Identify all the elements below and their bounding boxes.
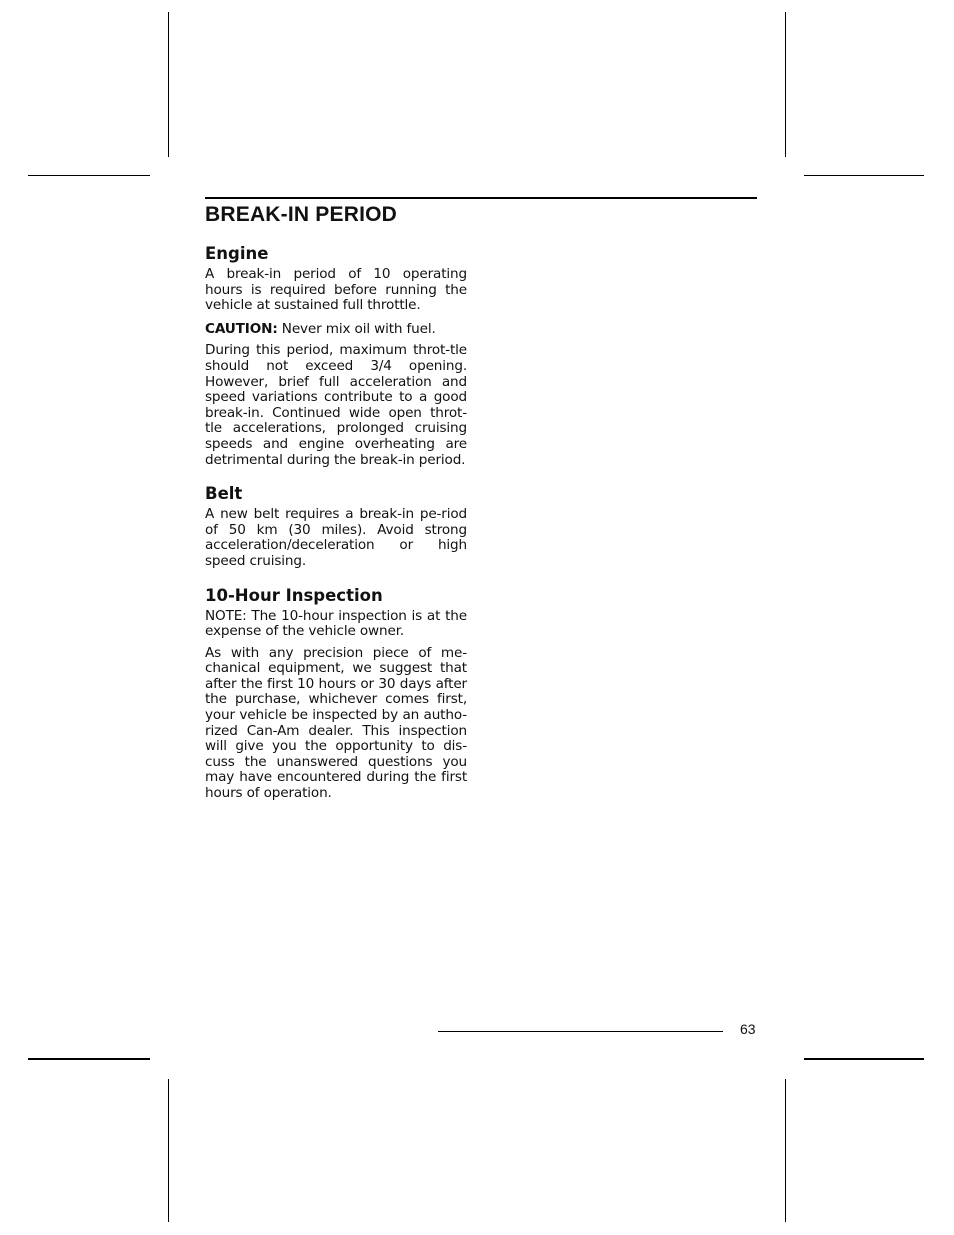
section-heading-belt: Belt xyxy=(205,484,243,504)
belt-paragraph: A new belt requires a break-in pe-riod of 50 km (30 miles). Avoid strong acceleration/deceleration or high speed cruising. xyxy=(205,506,467,569)
note-label: NOTE: xyxy=(205,607,247,624)
engine-paragraph-2: During this period, maximum throt-tle should not exceed 3/4 opening. However, brief full acceleration and speed variations contribute to a good break-in. Continued wide open throt-tle accelerations, prolonged cruising speeds and engine overheating are detrimental during the break-in period. xyxy=(205,342,467,468)
crop-mark-top-left-vertical xyxy=(168,12,169,157)
title-rule xyxy=(205,197,757,199)
engine-caution xyxy=(205,322,467,338)
crop-mark-top-left-horizontal xyxy=(28,175,150,176)
page-content xyxy=(205,197,757,802)
page-title: BREAK-IN PERIOD xyxy=(205,203,398,226)
inspection-note xyxy=(205,609,467,640)
caution-label: CAUTION: xyxy=(205,320,278,337)
engine-paragraph-1: A break-in period of 10 operating hours is required before running the vehicle at sustained full throttle. xyxy=(205,266,467,314)
crop-mark-bottom-left-vertical xyxy=(168,1079,169,1222)
section-heading-inspection: 10-Hour Inspection xyxy=(205,585,383,605)
crop-mark-top-right-horizontal xyxy=(804,175,924,176)
inspection-paragraph: As with any precision piece of me-chanical equipment, we suggest that after the first 10 hours or 30 days after the purchase, whichever comes first, your vehicle be inspected by an autho-rized Can-Am dealer. This inspection will give you the opportunity to dis-cuss the unanswered questions you may have encountered during the first hours of operation. xyxy=(205,644,467,802)
caution-text: Never mix oil with fuel. xyxy=(277,320,436,337)
footer-rule xyxy=(438,1031,723,1032)
crop-mark-bottom-left-horizontal xyxy=(28,1058,150,1060)
crop-mark-bottom-right-horizontal xyxy=(804,1058,924,1060)
crop-mark-top-right-vertical xyxy=(785,12,786,157)
section-heading-engine: Engine xyxy=(205,244,269,263)
text-column xyxy=(205,243,467,802)
page-number: 63 xyxy=(740,1021,756,1037)
crop-mark-bottom-right-vertical xyxy=(785,1079,786,1222)
note-text: The 10-hour inspection is at the expense of the vehicle owner. xyxy=(205,607,467,640)
